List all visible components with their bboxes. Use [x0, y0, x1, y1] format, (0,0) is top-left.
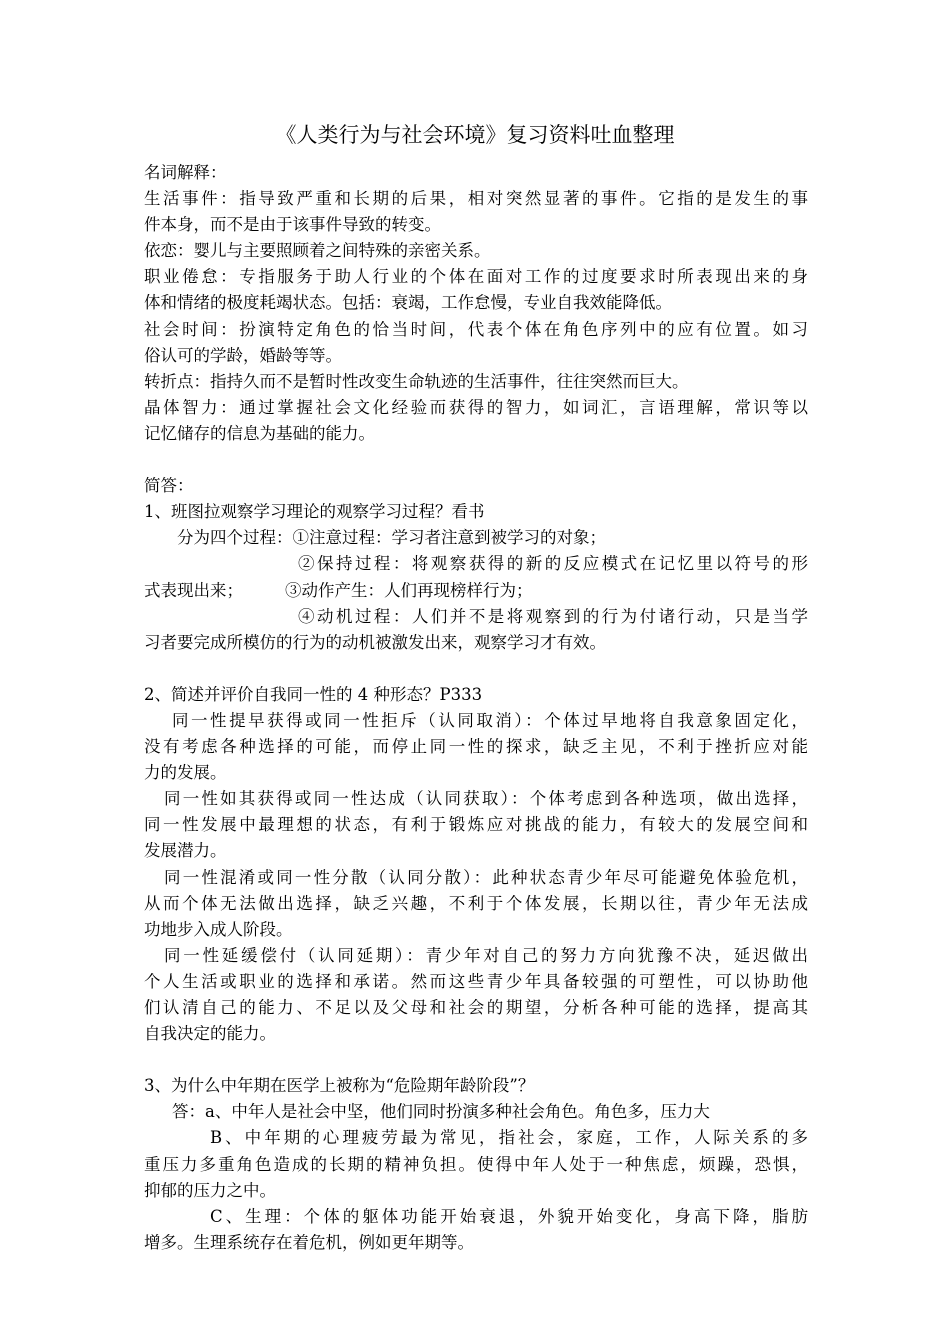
- text-line: 们认清自己的能力、不足以及父母和社会的期望，分析各种可能的选择，提高其: [144, 998, 808, 1017]
- text-line: 同一性如其获得或同一性达成（认同获取）：个体考虑到各种选项，做出选择，: [164, 789, 808, 809]
- text-line: ④动机过程：人们并不是将观察到的行为付诸行动，只是当学: [298, 606, 808, 626]
- text-line: 发展潜力。: [144, 841, 227, 861]
- text-line: 件本身，而不是由于该事件导致的转变。: [144, 215, 441, 235]
- document-body: [144, 160, 808, 1256]
- text-line: 答：a、中年人是社会中坚，他们同时扮演多种社会角色。角色多，压力大: [172, 1102, 710, 1122]
- text-line: 体和情绪的极度耗竭状态。包括：衰竭，工作怠慢，专业自我效能降低。: [144, 293, 672, 313]
- text-line: 式表现出来； ③动作产生：人们再现榜样行为；: [144, 580, 533, 600]
- text-line: 晶体智力：通过掌握社会文化经验而获得的智力，如词汇，言语理解，常识等以: [144, 397, 808, 417]
- text-line: 没有考虑各种选择的可能，而停止同一性的探求，缺乏主见，不利于挫折应对能: [144, 737, 808, 757]
- text-line: ②保持过程：将观察获得的新的反应模式在记忆里以符号的形: [298, 554, 808, 574]
- text-line: 社会时间：扮演特定角色的恰当时间，代表个体在角色序列中的应有位置。如习: [144, 319, 808, 339]
- text-line: 俗认可的学龄，婚龄等等。: [144, 345, 342, 365]
- text-line: 3、为什么中年期在医学上被称为“危险期年龄阶段”？: [144, 1076, 535, 1096]
- document-title: 《人类行为与社会环境》复习资料吐血整理: [275, 123, 675, 147]
- text-line: 个人生活或职业的选择和承诺。然而这些青少年具备较强的可塑性，可以协助他: [144, 971, 808, 991]
- text-line: 抑郁的压力之中。: [144, 1180, 276, 1200]
- text-line: 增多。生理系统存在着危机，例如更年期等。: [144, 1232, 474, 1252]
- text-line: 名词解释：: [144, 163, 227, 182]
- text-line: 职业倦怠：专指服务于助人行业的个体在面对工作的过度要求时所表现出来的身: [144, 267, 808, 287]
- text-line: 同一性混淆或同一性分散（认同分散）：此种状态青少年尽可能避免体验危机，: [164, 867, 808, 887]
- text-line: 分为四个过程：①注意过程：学习者注意到被学习的对象；: [177, 528, 606, 548]
- text-line: 功地步入成人阶段。: [144, 919, 293, 939]
- text-line: 同一性发展中最理想的状态，有利于锻炼应对挑战的能力，有较大的发展空间和: [144, 815, 808, 835]
- blank-line: [144, 1047, 808, 1073]
- text-line: 依恋：婴儿与主要照顾着之间特殊的亲密关系。: [144, 241, 491, 261]
- text-line: 从而个体无法做出选择，缺乏兴趣，不利于个体发展，长期以往，青少年无法成: [144, 893, 808, 913]
- text-line: B、中年期的心理疲劳最为常见，指社会，家庭，工作，人际关系的多: [210, 1128, 808, 1148]
- text-line: 记忆储存的信息为基础的能力。: [144, 423, 375, 443]
- text-line: 重压力多重角色造成的长期的精神负担。使得中年人处于一种焦虑，烦躁，恐惧，: [144, 1154, 808, 1174]
- text-line: C、生理：个体的躯体功能开始衰退，外貌开始变化，身高下降，脂肪: [210, 1206, 808, 1226]
- text-line: 生活事件：指导致严重和长期的后果，相对突然显著的事件。它指的是发生的事: [144, 189, 808, 209]
- text-line: 自我决定的能力。: [144, 1024, 276, 1044]
- text-line: 2、简述并评价自我同一性的 4 种形态？P333: [144, 684, 483, 704]
- text-line: 力的发展。: [144, 763, 227, 783]
- text-line: 同一性延缓偿付（认同延期）：青少年对自己的努力方向犹豫不决，延迟做出: [164, 945, 808, 965]
- blank-line: [144, 447, 808, 473]
- text-line: 习者要完成所模仿的行为的动机被激发出来，观察学习才有效。: [144, 632, 606, 652]
- text-line: 1、班图拉观察学习理论的观察学习过程？看书: [144, 502, 485, 522]
- blank-line: [144, 656, 808, 682]
- text-line: 转折点：指持久而不是暂时性改变生命轨迹的生活事件，往往突然而巨大。: [144, 371, 689, 391]
- text-line: 同一性提早获得或同一性拒斥（认同取消）：个体过早地将自我意象固定化，: [172, 710, 808, 730]
- text-line: 简答：: [144, 476, 194, 496]
